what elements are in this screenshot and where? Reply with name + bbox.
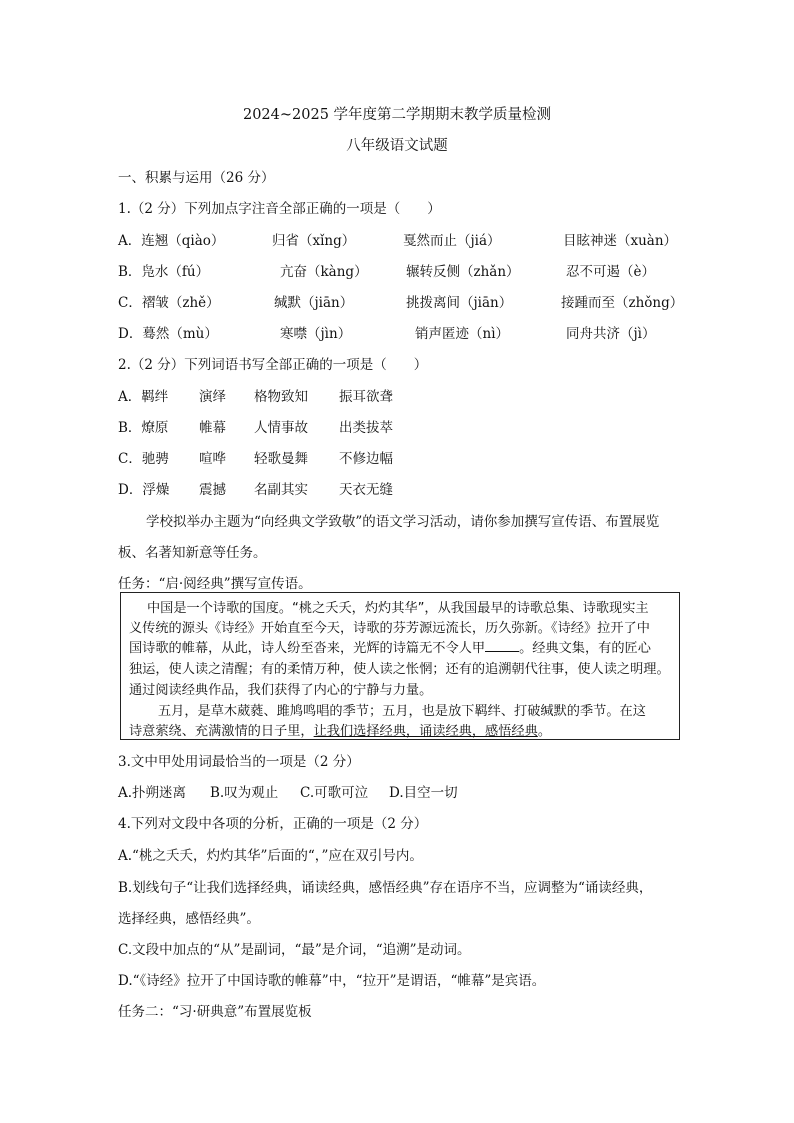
q1-option-c-3: 挑拨离间（jiān） — [406, 295, 513, 311]
q2-option-d-3: 名副其实 — [254, 482, 308, 498]
section-heading: 一、积累与运用（26 分） — [118, 170, 275, 186]
passage-line-1: 中国是一个诗歌的国度。“桃之夭夭，灼灼其华”，从我国最早的诗歌总集、诗歌现实主 — [147, 601, 649, 616]
q1-option-b-1: B．凫水（fú） — [118, 264, 210, 280]
q1-option-a-3: 戛然而止（jiá） — [403, 233, 501, 249]
q4-option-b-line-2: 选择经典，感悟经典”。 — [118, 911, 260, 927]
q2-option-a-3: 格物致知 — [254, 389, 308, 405]
q1-option-b-4: 忍不可遏（è） — [566, 264, 655, 280]
blank-jia — [485, 639, 519, 652]
passage-line-7-start: 诗意萦绕、充满激情的日子里， — [129, 724, 314, 739]
q4-option-b-line-1: B.划线句子“让我们选择经典，诵读经典，感悟经典”存在语序不当，应调整为“诵读经典， — [118, 880, 653, 896]
q2-option-a-2: 演绎 — [199, 389, 226, 405]
exam-subtitle: 八年级语文试题 — [346, 138, 448, 154]
q2-option-c-4: 不修边幅 — [339, 451, 393, 467]
task-1-label: 任务：“启·阅经典”撰写宣传语。 — [118, 576, 312, 592]
q1-option-a-1: A．连翘（qiào） — [118, 233, 225, 249]
q1-option-d-4: 同舟共济（jì） — [566, 326, 656, 342]
passage-line-2: 义传统的源头《诗经》开始直至今天，诗歌的芬芳源远流长，历久弥新。《诗经》拉开了中 — [129, 621, 650, 636]
exam-title: 2024~2025 学年度第二学期期末教学质量检测 — [242, 107, 552, 123]
passage-line-3-start: 国诗歌的帷幕，从此，诗人纷至沓来，光辉的诗篇无不令人甲 — [129, 641, 486, 656]
q2-stem: 2.（2 分）下列词语书写全部正确的一项是（ ） — [118, 357, 428, 373]
q1-option-c-4: 接踵而至（zhǒng） — [561, 295, 684, 311]
q1-option-b-3: 辗转反侧（zhǎn） — [406, 264, 520, 280]
q1-option-b-2: 亢奋（kàng） — [280, 264, 368, 280]
q2-option-c-1: C．驰骋 — [118, 451, 169, 467]
q2-option-b-4: 出类拔萃 — [339, 420, 393, 436]
passage-line-3-end: 。经典文集，有的匠心 — [519, 641, 651, 656]
q2-option-c-2: 喧哗 — [199, 451, 226, 467]
q2-option-b-3: 人情事故 — [254, 420, 308, 436]
passage-line-5: 通过阅读经典作品，我们获得了内心的宁静与力量。 — [129, 683, 433, 698]
q4-option-d: D.“《诗经》拉开了中国诗歌的帷幕”中，“拉开”是谓语，“帷幕”是宾语。 — [118, 973, 546, 989]
q1-option-a-4: 目眩神迷（xuàn） — [563, 233, 678, 249]
intro-line-2: 板、名著知新意等任务。 — [118, 545, 267, 561]
passage-line-4: 独运，使人读之清醒；有的柔情万种，使人读之怅惘；还有的追溯朝代往事，使人读之明理。 — [129, 662, 670, 677]
q2-option-b-1: B．燎原 — [118, 420, 169, 436]
task-2-label: 任务二：“习·研典意”布置展览板 — [118, 1004, 312, 1020]
q2-option-c-3: 轻歌曼舞 — [254, 451, 308, 467]
q4-option-a: A.“桃之夭夭，灼灼其华”后面的“，”应在双引号内。 — [118, 848, 423, 864]
q3-option-c: C.可歌可泣 — [300, 785, 369, 801]
q1-option-a-2: 归省（xǐng） — [272, 233, 356, 249]
q1-option-c-1: C．褶皱（zhě） — [118, 295, 220, 311]
q1-option-d-3: 销声匿迹（nì） — [415, 326, 510, 342]
underlined-sentence: 让我们选择经典，诵读经典，感悟经典 — [313, 724, 538, 739]
q2-option-d-4: 天衣无缝 — [339, 482, 393, 498]
q2-option-d-1: D．浮燥 — [118, 482, 170, 498]
q3-option-d: D.目空一切 — [389, 785, 458, 801]
q2-option-a-4: 振耳欲聋 — [339, 389, 393, 405]
q4-stem: 4.下列对文段中各项的分析，正确的一项是（2 分） — [118, 816, 428, 832]
intro-line-1: 学校拟举办主题为“向经典文学致敬”的语文学习活动，请你参加撰写宣传语、布置展览 — [146, 514, 660, 530]
q2-option-d-2: 震撼 — [199, 482, 226, 498]
passage-line-6: 五月，是草木葳蕤、雎鸠鸣唱的季节；五月，也是放下羁绊、打破缄默的季节。在这 — [158, 704, 646, 719]
passage-box — [120, 592, 680, 740]
q1-option-c-2: 缄默（jiān） — [274, 295, 354, 311]
passage-line-7 — [129, 720, 551, 739]
passage-line-3 — [129, 637, 651, 656]
q1-option-d-1: D．蓦然（mù） — [118, 326, 218, 342]
q1-option-d-2: 寒噤（jìn） — [280, 326, 352, 342]
passage-line-7-end: 。 — [537, 724, 551, 739]
q2-option-b-2: 帷幕 — [199, 420, 226, 436]
q4-option-c: C.文段中加点的“从”是副词，“最”是介词，“追溯”是动词。 — [118, 942, 471, 958]
q3-option-a: A.扑朔迷离 — [118, 785, 187, 801]
q2-option-a-1: A．羁绊 — [118, 389, 169, 405]
q3-option-b: B.叹为观止 — [210, 785, 279, 801]
q3-stem: 3.文中甲处用词最恰当的一项是（2 分） — [118, 754, 360, 770]
q1-stem: 1.（2 分）下列加点字注音全部正确的一项是（ ） — [118, 201, 441, 217]
